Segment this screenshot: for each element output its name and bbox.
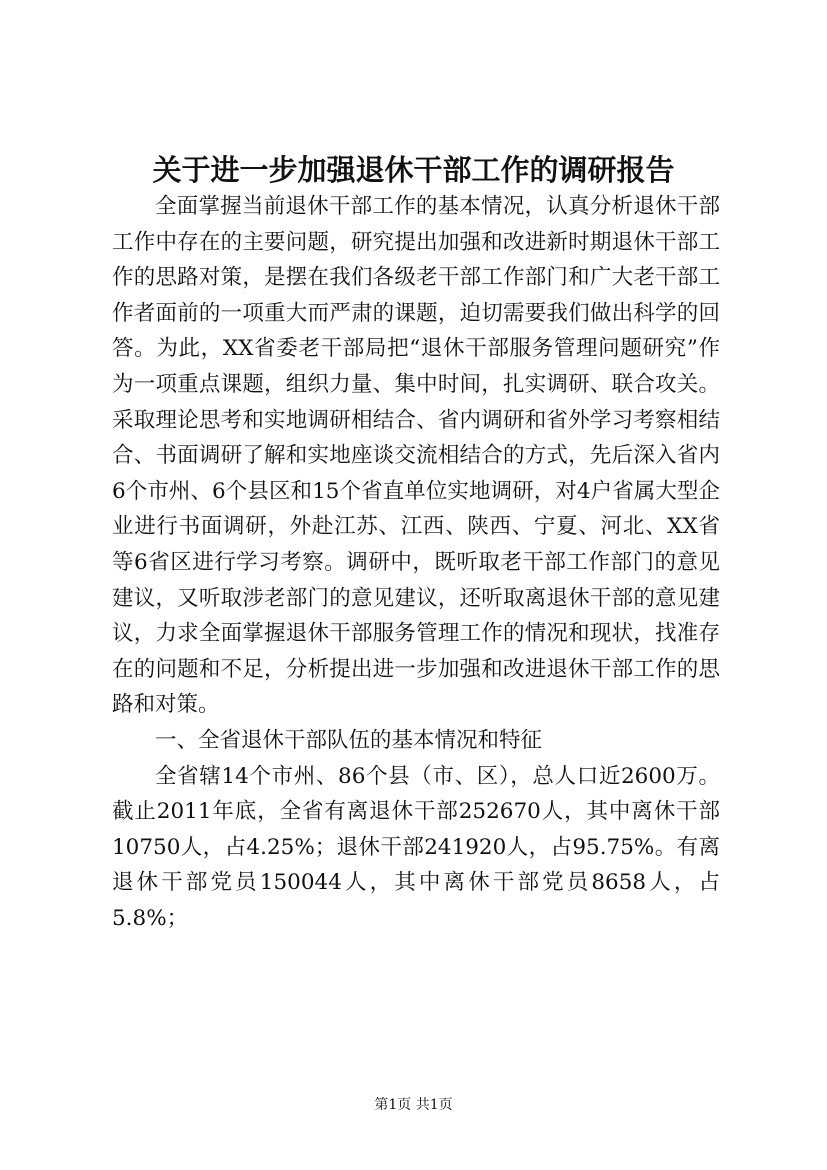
section-heading-1: 一、全省退休干部队伍的基本情况和特征 [155,727,543,753]
paragraph-intro: 全面掌握当前退休干部工作的基本情况，认真分析退休干部工作中存在的主要问题，研究提出加强和改进新时期退休干部工作的思路对策，是摆在我们各级老干部工作部门和广大老干部工作者面前的一项重大而严肃的课题，迫切需要我们做出科学的回答。为此，XX省委老干部局把“退休干部服务管理问题研究”作为一项重点课题，组织力量、集中时间，扎实调研、联合攻关。采取理论思考和实地调研相结合、省内调研和省外学习考察相结合、书面调研了解和实地座谈交流相结合的方式，先后深入省内6个市州、6个县区和15个省直单位实地调研，对4户省属大型企业进行书面调研，外赴江苏、江西、陕西、宁夏、河北、XX省等6省区进行学习考察。调研中，既听取老干部工作部门的意见建议，又听取涉老部门的意见建议，还听取离退休干部的意见建议，力求全面掌握退休干部服务管理工作的情况和现状，找准存在的问题和不足，分析提出进一步加强和改进退休干部工作的思路和对策。 [112,194,720,718]
document-body [112,189,720,936]
document-title: 关于进一步加强退休干部工作的调研报告 [152,153,675,187]
page-number-footer: 第1页 共1页 [374,1097,453,1113]
paragraph-statistics: 全省辖14个市州、86个县（市、区），总人口近2600万。截止2011年底，全省有离退休干部252670人，其中离休干部10750人，占4.25%；退休干部241920人，占95.75%。有离退休干部党员150044人，其中离休干部党员8658人，占5.8%； [112,763,720,931]
